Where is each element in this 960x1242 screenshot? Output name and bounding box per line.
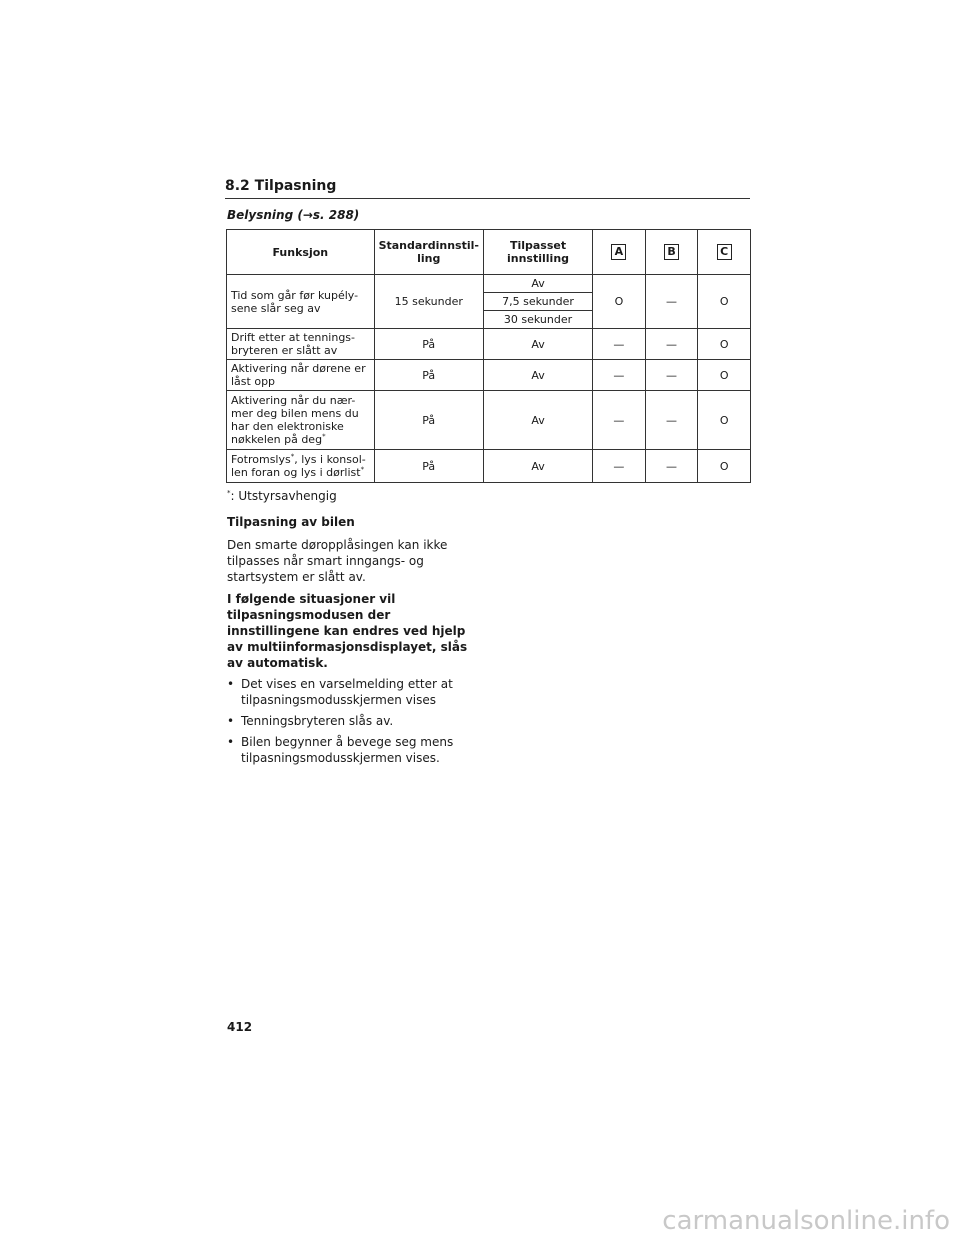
row3-a: — (593, 360, 646, 391)
row5-function-part1: Fotromslys (231, 453, 291, 466)
row2-c: O (698, 329, 751, 360)
footnote-mark: * (322, 432, 326, 441)
letter-b-icon: B (664, 244, 679, 260)
bullet-text: Det vises en varselmelding etter at tilpasningsmodusskjermen vises (241, 677, 453, 707)
bullet-icon: • (227, 677, 235, 691)
subsection-title: Belysning (→s. 288) (227, 208, 360, 222)
body-heading: Tilpasning av bilen (227, 515, 355, 529)
row4-a: — (593, 391, 646, 450)
row4-default: På (374, 391, 483, 450)
row3-b: — (645, 360, 698, 391)
row5-default: På (374, 450, 483, 483)
footnote-mark: * (290, 452, 295, 461)
row4-function-line1: Aktivering når du nær- (231, 394, 356, 407)
row5-a: — (593, 450, 646, 483)
footnote-text: : Utstyrsavhengig (230, 489, 337, 503)
row3-default: På (374, 360, 483, 391)
list-item (227, 676, 477, 708)
row1-custom-2: 7,5 sekunder (483, 293, 592, 311)
table-row (227, 391, 751, 450)
letter-c-icon: C (717, 244, 732, 260)
table-row (227, 275, 751, 293)
row1-custom-1: Av (483, 275, 592, 293)
table-row (227, 450, 751, 483)
row2-custom: Av (483, 329, 592, 360)
bullet-list (227, 676, 477, 771)
row3-custom: Av (483, 360, 592, 391)
row5-c: O (698, 450, 751, 483)
row5-b: — (645, 450, 698, 483)
list-item (227, 713, 477, 729)
body-paragraph: Den smarte døropplåsingen kan ikke tilpasses når smart inngangs- og startsystem er slått av. (227, 538, 448, 584)
row1-a: O (593, 275, 646, 329)
row4-function-line4: nøkkelen på deg (231, 433, 323, 446)
row3-c: O (698, 360, 751, 391)
row4-custom: Av (483, 391, 592, 450)
row2-default: På (374, 329, 483, 360)
header-function: Funksjon (227, 230, 375, 275)
row1-c: O (698, 275, 751, 329)
row1-default: 15 sekunder (374, 275, 483, 329)
footnote-mark: * (227, 489, 231, 497)
row3-function: Aktivering når dørene er låst opp (227, 360, 375, 391)
row4-function-line3: har den elektroniske (231, 420, 344, 433)
header-a (593, 230, 646, 275)
header-custom: Tilpasset innstilling (483, 230, 592, 275)
body-bold-paragraph: I følgende situasjoner vil tilpasningsmodusen der innstillingene kan endres ved hjelp av multiinformasjonsdisplayet, slås av automatisk. (227, 592, 468, 670)
table-row (227, 360, 751, 391)
row2-a: — (593, 329, 646, 360)
row1-b: — (645, 275, 698, 329)
row4-function (227, 391, 375, 450)
letter-a-icon: A (611, 244, 626, 260)
header-default: Standardinnstil- ling (374, 230, 483, 275)
row5-function-part2: , lys i konsol- (294, 453, 366, 466)
footnote-mark: * (360, 465, 365, 474)
row5-custom: Av (483, 450, 592, 483)
row2-function: Drift etter at tennings- bryteren er slått av (227, 329, 375, 360)
header-c (698, 230, 751, 275)
table-header-row (227, 230, 751, 275)
section-title: 8.2 Tilpasning (225, 178, 750, 199)
page-number: 412 (227, 1020, 253, 1034)
bullet-text: Tenningsbryteren slås av. (241, 714, 394, 728)
row5-function-part3: len foran og lys i dørlist (231, 466, 361, 479)
row4-c: O (698, 391, 751, 450)
row1-custom-3: 30 sekunder (483, 311, 592, 329)
row2-b: — (645, 329, 698, 360)
bullet-icon: • (227, 735, 235, 749)
bullet-text: Bilen begynner å bevege seg mens tilpasningsmodusskjermen vises. (241, 735, 454, 765)
table-row (227, 329, 751, 360)
header-b (645, 230, 698, 275)
row5-function (227, 450, 375, 483)
bullet-icon: • (227, 714, 235, 728)
list-item (227, 734, 477, 766)
settings-table (226, 229, 751, 483)
watermark: carmanualsonline.info (662, 1206, 950, 1236)
row4-b: — (645, 391, 698, 450)
row4-function-line2: mer deg bilen mens du (231, 407, 359, 420)
footnote (227, 489, 337, 503)
row1-function: Tid som går før kupély- sene slår seg av (227, 275, 375, 329)
